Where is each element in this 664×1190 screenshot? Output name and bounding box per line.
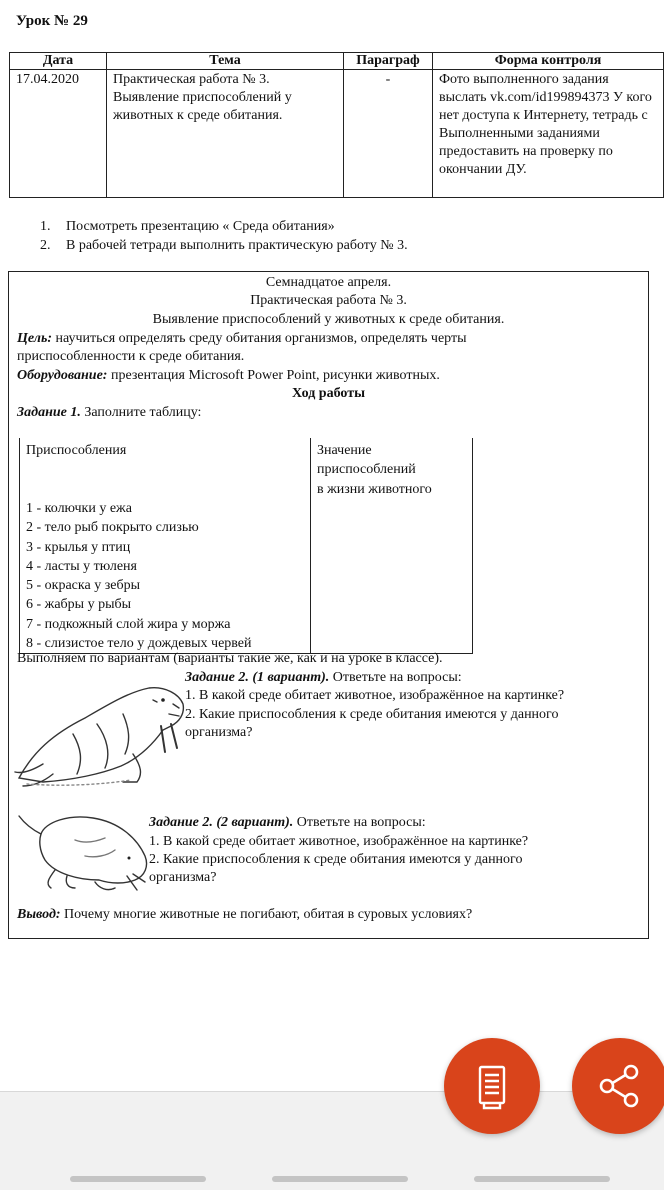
worksheet-title: Практическая работа № 3. — [250, 293, 407, 308]
cell-paragraph: - — [344, 70, 433, 198]
task2v2-q1: 1. В какой среде обитает животное, изображённое на картинке? — [149, 834, 529, 849]
cell-topic: Практическая работа № 3. Выявление приспособлений у животных к среде обитания. — [107, 70, 344, 198]
table-row: 1 - колючки у ежа — [20, 499, 473, 518]
cell-control: Фото выполненного задания выслать vk.com/id199894373 У кого нет доступа к Интернету, тетрадь с Выполненными заданиями предоставить на проверку по окончании ДУ. — [433, 70, 664, 198]
task2v1-q2-cont: организма? — [185, 725, 253, 740]
table-row: 8 - слизистое тело у дождевых червей — [20, 634, 473, 654]
step-item: 1. Посмотреть презентацию « Среда обитания» — [40, 219, 335, 234]
cell-date: 17.04.2020 — [10, 70, 107, 198]
task2v2-q2: 2. Какие приспособления к среде обитания имеются у данного — [149, 852, 523, 867]
nav-handle-left — [70, 1176, 206, 1182]
task2v2-q2-cont: организма? — [149, 870, 217, 885]
schedule-table — [9, 52, 664, 198]
goal-line-2: приспособленности к среде обитания. — [17, 349, 245, 364]
worksheet-frame — [8, 271, 649, 939]
header-date: Дата — [10, 53, 107, 70]
nav-handle-right — [474, 1176, 610, 1182]
header-topic: Тема — [107, 53, 344, 70]
step-item: 2. В рабочей тетради выполнить практическую работу № 3. — [40, 238, 408, 253]
worksheet-date: Семнадцатое апреля. — [265, 275, 392, 290]
variants-note: Выполняем по вариантам (варианты такие же, как и на уроке в классе). — [17, 651, 443, 666]
table-row: 2 - тело рыб покрыто слизью — [20, 518, 473, 537]
adaptations-table — [19, 438, 473, 654]
walrus-eye — [161, 698, 165, 702]
walrus-illustration — [13, 674, 191, 792]
share-icon — [572, 1038, 664, 1134]
document-icon — [444, 1038, 540, 1134]
schedule-row — [10, 70, 664, 198]
document-button[interactable] — [444, 1038, 540, 1134]
worksheet-subtitle: Выявление приспособлений у животных к среде обитания. — [152, 312, 505, 327]
mole-eye — [128, 857, 131, 860]
mole-illustration — [15, 810, 155, 894]
steps-list — [40, 217, 408, 255]
nav-handle-center — [272, 1176, 408, 1182]
col-header-meaning: Значение приспособлений в жизни животного — [311, 438, 473, 499]
share-button[interactable] — [572, 1038, 664, 1134]
adaptations-header — [20, 438, 473, 499]
conclusion-line: Вывод: Почему многие животные не погибают, обитая в суровых условиях? — [17, 907, 473, 922]
task2v1-q1: 1. В какой среде обитает животное, изображённое на картинке? — [185, 688, 565, 703]
goal-line: Цель: научиться определять среду обитания организмов, определять черты — [17, 331, 467, 346]
col-header-adaptations: Приспособления — [20, 438, 311, 499]
equipment-line: Оборудование: презентация Microsoft Power Point, рисунки животных. — [17, 368, 440, 383]
header-paragraph: Параграф — [344, 53, 433, 70]
task1-line: Задание 1. Заполните таблицу: — [17, 405, 202, 420]
schedule-header-row — [10, 53, 664, 70]
header-control: Форма контроля — [433, 53, 664, 70]
task2v2-heading: Задание 2. (2 вариант). Ответьте на вопросы: — [149, 815, 426, 830]
lesson-title: Урок № 29 — [16, 13, 88, 29]
table-row: 3 - крылья у птиц — [20, 538, 473, 557]
task2v1-heading: Задание 2. (1 вариант). Ответьте на вопросы: — [185, 670, 462, 685]
table-row: 7 - подкожный слой жира у моржа — [20, 615, 473, 634]
table-row: 6 - жабры у рыбы — [20, 595, 473, 614]
table-row: 4 - ласты у тюленя — [20, 557, 473, 576]
progress-heading: Ход работы — [291, 386, 366, 401]
task2v1-q2: 2. Какие приспособления к среде обитания имеются у данного — [185, 707, 559, 722]
table-row: 5 - окраска у зебры — [20, 576, 473, 595]
